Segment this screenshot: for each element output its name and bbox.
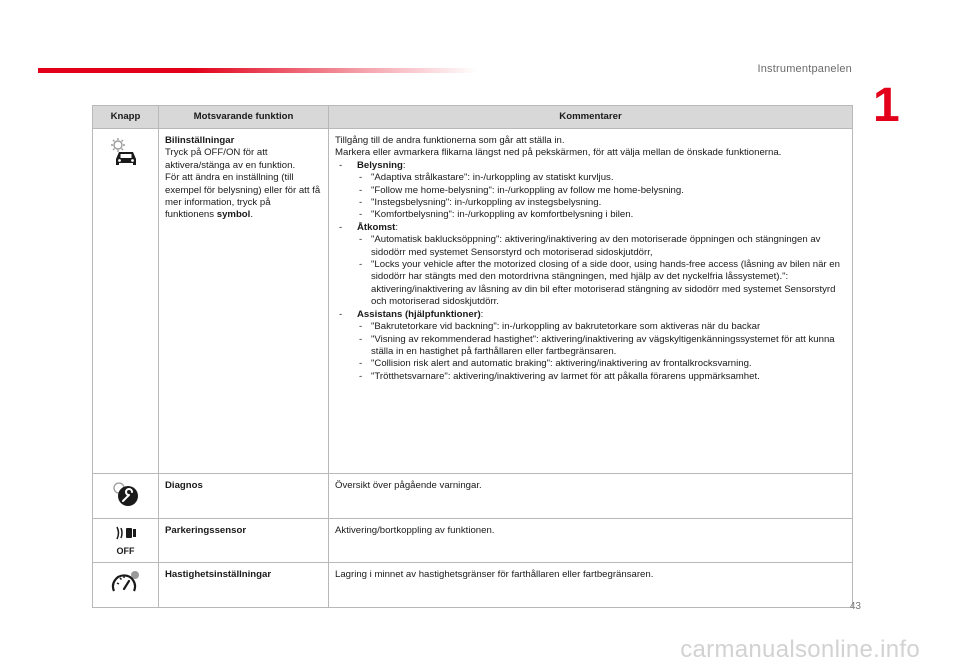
list-item: - "Instegsbelysning": in-/urkoppling av instegsbelysning. [357, 197, 846, 209]
function-cell [159, 562, 329, 607]
off-label: OFF [116, 545, 135, 556]
list-item: - "Komfortbelysning": in-/urkoppling av komfortbelysning i bilen. [357, 209, 846, 221]
diagnosis-wrench-icon[interactable] [111, 480, 141, 508]
list-item: - "Follow me home-belysning": in-/urkoppling av follow me home-belysning. [357, 185, 846, 197]
chapter-number: 1 [873, 79, 900, 132]
function-group: - Assistans (hjälpfunktioner): - "Bakrutetorkare vid backning": in-/urkoppling av bakrutetorkare som aktiveras när du backar - "Visning av rekommenderad hastighet": aktivering/inaktivering av vägskyltigenkänningssystemet för att kunna ställa in en hastighet på farthållaren eller fartbegränsaren. - "Collision risk alert and automatic braking": aktivering/inaktivering av frontalkrocksvarning. - "Trötthetsvarnare": aktivering/inaktivering av larmet för att påkalla förarens uppmärksamhet. [335, 309, 846, 383]
list-item: - "Collision risk alert and automatic braking": aktivering/inaktivering av frontalkrocksvarning. [357, 358, 846, 370]
function-title: Parkeringssensor [165, 525, 247, 537]
comment-cell [329, 129, 853, 474]
function-cell [159, 474, 329, 519]
functions-table [92, 105, 853, 608]
function-cell [159, 129, 329, 474]
group-items [357, 234, 846, 308]
header-comments: Kommentarer [329, 106, 853, 129]
table-row [93, 129, 853, 474]
function-title: Diagnos [165, 480, 203, 491]
list-item: - "Automatisk baklucksöppning": aktivering/inaktivering av den motoriserade öppningen och stängningen av sidodörr med systemet Sensorstyrd och motoriserad sidoskjutdörr, [357, 234, 846, 259]
table-row [93, 519, 853, 562]
header-button: Knapp [93, 106, 159, 129]
icon-cell [93, 562, 159, 607]
group-title: Belysning [357, 159, 403, 171]
group-title: Assistans (hjälpfunktioner) [357, 308, 481, 320]
function-text: För att ändra en inställning (till exempel för belysning) eller för att få mer information, tryck på funktionens [165, 172, 321, 221]
top-accent-bar [38, 68, 478, 73]
comment-cell: Översikt över pågående varningar. [329, 474, 853, 519]
table-header-row [93, 106, 853, 129]
icon-cell [93, 519, 159, 562]
icon-cell [93, 474, 159, 519]
list-item: - "Visning av rekommenderad hastighet": aktivering/inaktivering av vägskyltigenkänningssystemet för att kunna ställa in en hastighet på farthållaren eller fartbegränsaren. [357, 334, 846, 359]
list-item: - "Bakrutetorkare vid backning": in-/urkoppling av bakrutetorkare som aktiveras när du backar [357, 321, 846, 333]
function-text-end: . [250, 209, 254, 221]
comment-intro: Tillgång till de andra funktionerna som går att ställa in. [335, 135, 565, 146]
table-row [93, 562, 853, 607]
icon-cell [93, 129, 159, 474]
table-row [93, 474, 853, 519]
parking-sensor-off-icon[interactable] [111, 525, 141, 541]
comment-intro-2: Markera eller avmarkera flikarna längst ned på pekskärmen, för att välja mellan de önskade funktionerna. [335, 147, 782, 159]
page-number: 43 [849, 601, 861, 612]
function-title: Hastighetsinställningar [165, 568, 272, 580]
comment-cell: Aktivering/bortkoppling av funktionen. [329, 519, 853, 562]
function-group-list [335, 160, 846, 383]
list-item: - "Locks your vehicle after the motorized closing of a side door, using hands-free access (låsning av bilen när en sidodörr har stängts med den motordrivna stängningen, med hjälp av det nyckelfria låssystemet).": aktivering/inaktivering av låsning av din bil efter motoriserad stängning av sidodörr med systemet Sensorstyrd och motoriserad sidoskjutdörr. [357, 259, 846, 309]
watermark: carmanualsonline.info [680, 636, 920, 663]
list-item: - "Trötthetsvarnare": aktivering/inaktivering av larmet för att påkalla förarens uppmärksamhet. [357, 371, 846, 383]
group-title: Åtkomst [357, 221, 396, 233]
group-items [357, 321, 846, 383]
function-text-bold: symbol [216, 209, 251, 221]
header-function: Motsvarande funktion [159, 106, 329, 129]
car-settings-icon[interactable] [108, 135, 144, 171]
function-group: - Belysning: - "Adaptiva strålkastare": in-/urkoppling av statiskt kurvljus. - "Follow me home-belysning": in-/urkoppling av follow me home-belysning. - "Instegsbelysning": in-/urkoppling av instegsbelysning. - "Komfortbelysning": in-/urkoppling av komfortbelysning i bilen. [335, 160, 846, 222]
comment-cell: Lagring i minnet av hastighetsgränser för farthållaren eller fartbegränsaren. [329, 562, 853, 607]
list-item: - "Adaptiva strålkastare": in-/urkoppling av statiskt kurvljus. [357, 172, 846, 184]
speed-settings-icon[interactable] [109, 569, 143, 597]
function-title: Bilinställningar [165, 135, 235, 146]
section-title: Instrumentpanelen [757, 63, 852, 75]
function-text: Tryck på OFF/ON för att aktivera/stänga av en funktion. [165, 147, 296, 171]
group-items [357, 172, 846, 222]
function-group: - Åtkomst: - "Automatisk baklucksöppning": aktivering/inaktivering av den motoriserade öppningen och stängningen av sidodörr med systemet Sensorstyrd och motoriserad sidoskjutdörr, - "Locks your vehicle after the motorized closing of a side door, using hands-free access (låsning av bilen när en sidodörr har stängts med den motordrivna stängningen, med hjälp av det nyckelfria låssystemet).": aktivering/inaktivering av låsning av din bil efter motoriserad stängning av sidodörr med systemet Sensorstyrd och motoriserad sidoskjutdörr. [335, 222, 846, 309]
function-cell [159, 519, 329, 562]
